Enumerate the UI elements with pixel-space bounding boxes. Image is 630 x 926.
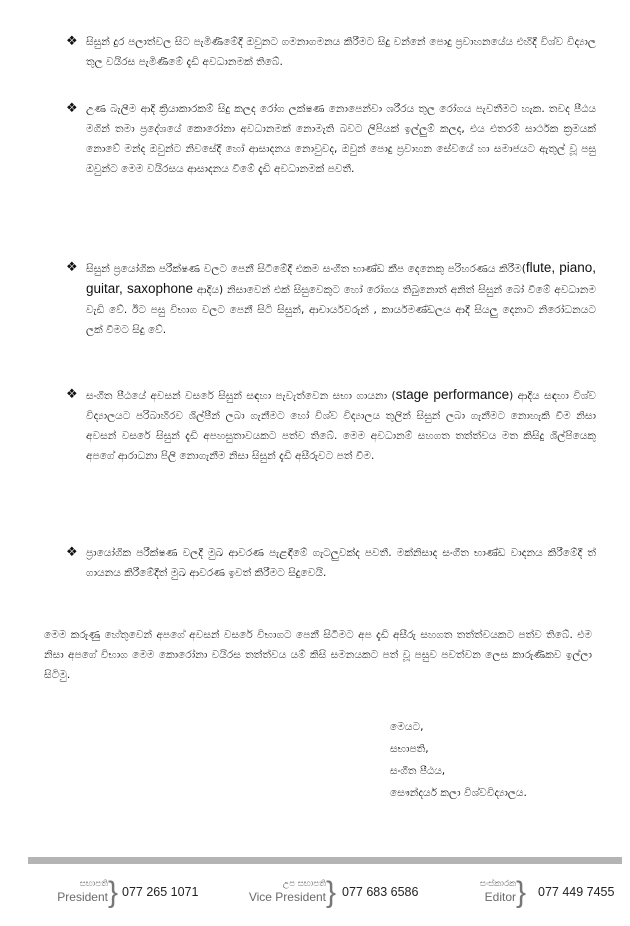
footer-divider: [28, 857, 622, 864]
signature-line: සභාපති,: [390, 743, 429, 755]
contact-editor: [456, 876, 622, 920]
diamond-bullet-icon: ❖: [66, 260, 78, 275]
bullet-text-segment: ප්‍රායෝගික පරීක්ෂණ වලදී මුඛ ආවරණ පැළඳීමේ ගැටලුවක්ද පවතී. මක්නිසාද සංගීත භාණ්ඩ වාදනය කිරීමේදී ත් ගායනය කිරීමේදීත් මුඛ ආවරණ ඉවත් කිරීමට සිදුවෙයි.: [86, 547, 596, 579]
brace-icon: }: [516, 876, 527, 909]
contact-role-english: Vice President: [248, 890, 326, 904]
diamond-bullet-icon: ❖: [66, 101, 78, 116]
contact-role-sinhala: සභාපති: [79, 879, 108, 889]
contact-role-english: Editor: [484, 890, 516, 904]
bullet-text-segment: ) ආදිය සඳහා විශ්ව විද්‍යාලයට පරිබාහිරව ශිල්පීන් ලබා ගැනීමට හෝ විශ්ව විද්‍යාලය තුලින් සිසුන් ලබා ගැනීමට නොහැකි වීම නිසා අවසන් වසරේ සිසුන් දැඩි අපහසුතාවයකට පත්ව තිබේ. මෙම අවධානම් සහගත තත්ත්වය මත කිසිදු ශිල්පියෙකු අපගේ ආරාධනා පිලි නොගැනීම නිසා සිසුන් දැඩි අසීරුවට පත් වීම.: [86, 390, 596, 462]
contact-role-sinhala: සංස්කාරක: [479, 879, 516, 889]
diamond-bullet-icon: ❖: [66, 545, 78, 560]
contact-president: [40, 876, 210, 920]
contact-role: [40, 878, 108, 905]
contact-role-english: President: [57, 890, 108, 904]
bullet-text: [86, 99, 596, 179]
diamond-bullet-icon: ❖: [66, 34, 78, 49]
contact-phone: 077 265 1071: [122, 885, 199, 899]
bullet-text: [86, 543, 596, 583]
bullet-point: [66, 32, 596, 72]
bullet-point: [66, 543, 596, 583]
signature-line: මෙයට,: [390, 721, 424, 733]
brace-icon: }: [326, 876, 337, 909]
contact-role-sinhala: උප සභාපති: [282, 879, 326, 889]
brace-icon: }: [108, 876, 119, 909]
bullet-text: [86, 385, 596, 466]
bullet-text-segment: ආදිය) නිසාවෙන් එක් සිසුවෙකුට හෝ රෝගය තිබුනොත් අනිත් සිසුන් බෝ වීමේ අවධානම වැඩි වේ. ඊට පසු විභාග වලට පෙනී සිටි සිසුන්, ආචාර්යවරුන් , කාර්යමණ්ඩලය ආදී සියලු දෙනාට නිරෝධනයට ලක් වීමට සිදු වේ.: [86, 284, 596, 336]
bullet-text-segment: උණ බැලීම ආදි ක්‍රියාකාරකම් සිදු කලද රෝග ලක්ෂණ නොපෙන්වා ශරීරය තුල රෝගය පැවතීමට හැක. තවද පීඨය මගින් තමා ප්‍රදේශයේ කොරෝනා අවධානමක් නොමැති බවට ලිපියක් ඉල්ලුම් කලද, එය එතරම් සාර්ථක ක්‍රමයක් නොවේ මන්ද ඔවුන්ට නිවසේදී හෝ ආසාදනය නොවුවද, ඔවුන් පොදු ප්‍රවාහන සේවයේ හා සමාජයට ඇතුල් වූ පසු ඔවුන්ට මෙම වයිරසය ආසාදනය වීමේ දැඩි අවධානමක් පවතී.: [86, 103, 596, 175]
bullet-text-segment-latin: stage performance: [395, 387, 510, 402]
bullet-point: [66, 258, 596, 340]
signature-line: සෞන්දර්ය කලා විශ්වවිද්‍යාලය.: [390, 787, 527, 799]
bullet-text-segment-latin: flute, piano, guitar, saxophone: [86, 260, 596, 296]
contact-phone: 077 449 7455: [538, 885, 615, 899]
bullet-point: [66, 385, 596, 466]
diamond-bullet-icon: ❖: [66, 387, 78, 402]
bullet-point: [66, 99, 596, 179]
contact-role: [456, 878, 516, 905]
signature-line: සංගීත පීඨය,: [390, 765, 446, 777]
bullet-text: [86, 258, 596, 340]
contact-vice-president: [236, 876, 426, 920]
bullet-text-segment: සංගීත පීඨයේ අවසන් වසරේ සිසුන් සඳහා පැවැත්වෙන සභා ගායනා (: [86, 390, 396, 402]
closing-paragraph: මෙම කරුණු හේතුවෙන් අපගේ අවසන් වසරේ විභාගට පෙනී සිටීමට අප දැඩි අසීරු සහගත තත්ත්වයකට පත්ව තිබේ. එම නිසා අපගේ විභාග මෙම කොරෝනා වයිරස තත්ත්වය යම් කිසි සමනයකට පත් වූ පසුව පවත්වන ලෙස කාරුණිකව ඉල්ලා සිටිමු.: [44, 629, 592, 681]
bullet-text-segment: සිසුන් දුර පලාත්වල සිට පැමිණීමේදී ඔවුනට ගමනාගමනය කිරීමට සිදු වන්නේ පොදු ප්‍රවාහනයේය එහිදී විශ්ව විද්‍යාල තුල වයිරස පැමිණීමේ දැඩි අවධානමක් තිබේ.: [86, 36, 596, 68]
contact-role: [236, 878, 326, 905]
signature-block: [390, 716, 527, 804]
contact-phone: 077 683 6586: [342, 885, 419, 899]
bullet-text: [86, 32, 596, 72]
bullet-text-segment: සිසුන් ප්‍රයෝගික පරීක්ෂණ වලට පෙනී සිටීමේදී එකම සංගීත භාණ්ඩ කීප දෙනෙකු පරිහරණය කිරීම(: [86, 263, 526, 275]
